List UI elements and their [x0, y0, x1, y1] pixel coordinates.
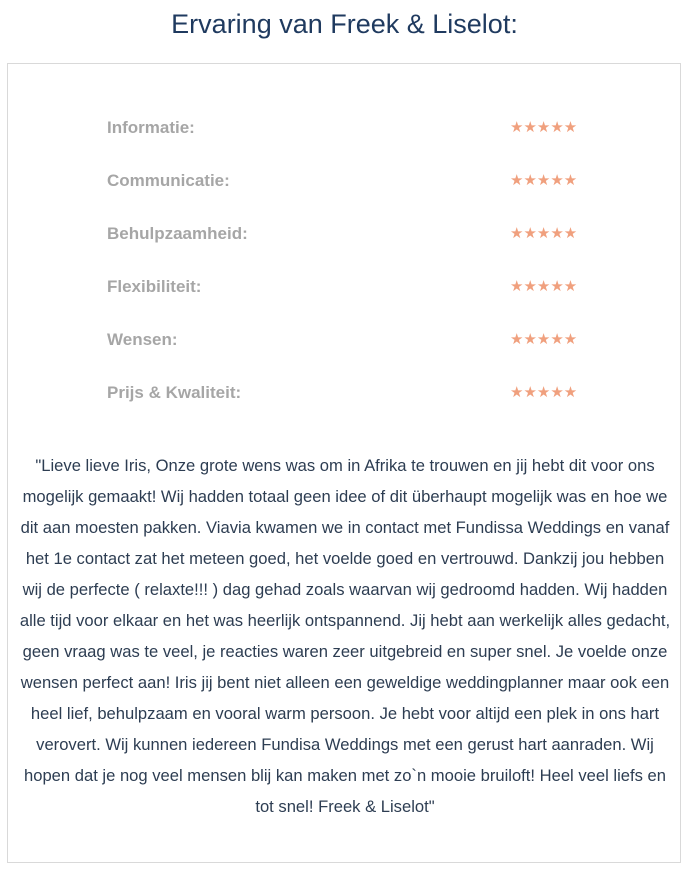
review-card	[7, 63, 681, 863]
star-rating-icon: ★★★★★	[510, 384, 578, 401]
star-rating-icon: ★★★★★	[510, 119, 578, 136]
rating-label: Behulpzaamheid:	[107, 224, 248, 243]
rating-row-prijs-kwaliteit	[107, 377, 587, 430]
page-title: Ervaring van Freek & Liselot:	[171, 9, 518, 39]
rating-label: Informatie:	[107, 118, 195, 137]
star-rating-icon: ★★★★★	[510, 225, 578, 242]
rating-row-behulpzaamheid	[107, 218, 587, 271]
rating-row-flexibiliteit	[107, 271, 587, 324]
rating-row-wensen	[107, 324, 587, 377]
star-rating-icon: ★★★★★	[510, 278, 578, 295]
rating-row-communicatie	[107, 165, 587, 218]
rating-label: Communicatie:	[107, 171, 230, 190]
review-text: "Lieve lieve Iris, Onze grote wens was om in Afrika te trouwen en jij hebt dit voor ons mogelijk gemaakt! Wij hadden totaal geen idee of dit überhaupt mogelijk was en hoe we dit aan moesten pakken. Viavia kwamen we in contact met Fundissa Weddings en vanaf het 1e contact zat het meteen goed, het voelde goed en vertrouwd. Dankzij jou hebben wij de perfecte ( relaxte!!! ) dag gehad zoals waarvan wij gedroomd hadden. Wij hadden alle tijd voor elkaar en het was heerlijk ontspannend. Jij hebt aan werkelijk alles gedacht, geen vraag was te veel, je reacties waren zeer uitgebreid en super snel. Je voelde onze wensen perfect aan! Iris jij bent niet alleen een geweldige weddingplanner maar ook een heel lief, behulpzaam en vooral warm persoon. Je hebt voor altijd een plek in ons hart verovert. Wij kunnen iedereen Fundisa Weddings met een gerust hart aanraden. Wij hopen dat je nog veel mensen blij kan maken met zo`n mooie bruiloft! Heel veel liefs en tot snel! Freek & Liselot"	[19, 456, 671, 816]
rating-label: Wensen:	[107, 330, 178, 349]
rating-label: Flexibiliteit:	[107, 277, 202, 296]
star-rating-icon: ★★★★★	[510, 331, 578, 348]
rating-row-informatie	[107, 112, 587, 165]
star-rating-icon: ★★★★★	[510, 172, 578, 189]
ratings-list	[107, 112, 587, 430]
rating-label: Prijs & Kwaliteit:	[107, 383, 242, 402]
